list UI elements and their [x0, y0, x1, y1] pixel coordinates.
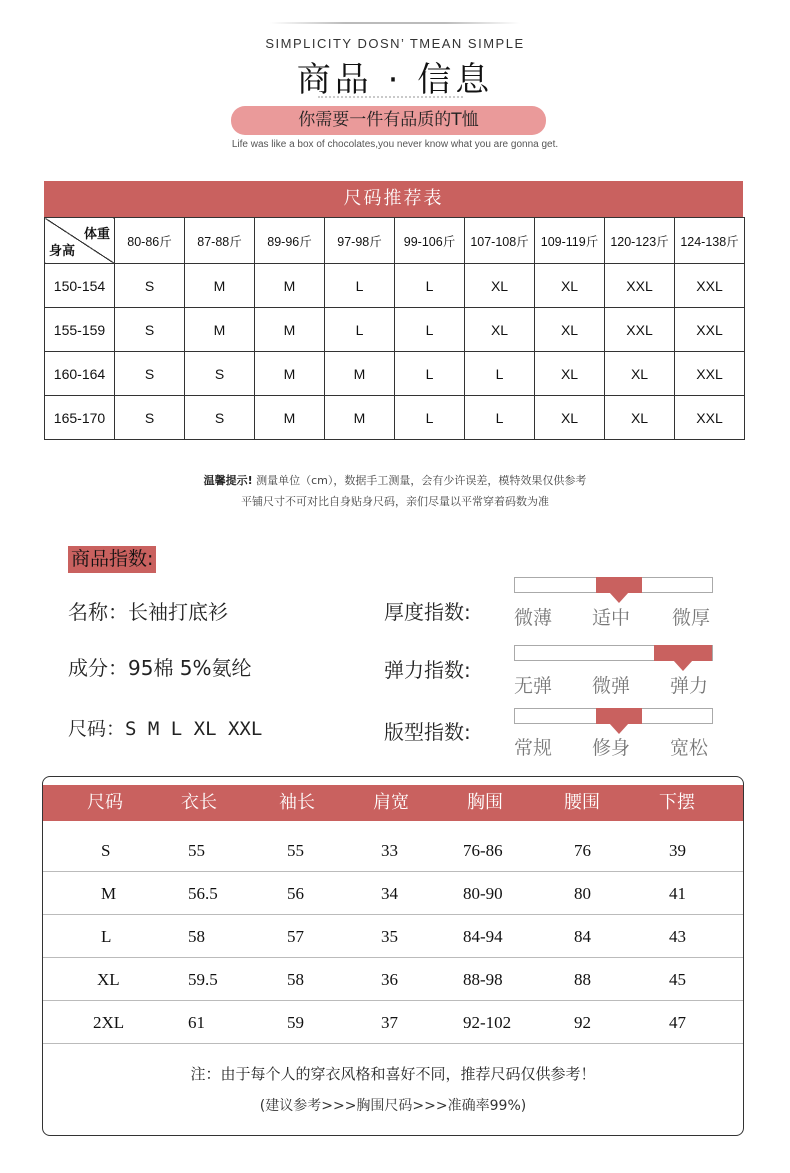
size-cell: M	[325, 352, 395, 396]
weight-header: 124-138斤	[675, 218, 745, 264]
weight-header: 107-108斤	[465, 218, 535, 264]
size-cell: L	[395, 352, 465, 396]
table-row	[43, 915, 743, 958]
page-title: 商品 · 信息	[296, 60, 494, 100]
size-cell: L	[465, 396, 535, 440]
product-name: 名称：长袖打底衫	[68, 600, 228, 624]
size-cell: S	[185, 396, 255, 440]
fit-option: 修身	[592, 737, 631, 759]
fit-option: 常规	[514, 737, 553, 759]
elasticity-meter	[514, 645, 713, 661]
length-value: 58	[188, 927, 205, 946]
corner-cell	[45, 218, 115, 264]
column-header: 尺码	[87, 792, 123, 813]
length-value: 59.5	[188, 970, 218, 989]
title-underline	[318, 96, 463, 101]
thickness-meter	[514, 577, 713, 593]
meter-fill	[596, 577, 642, 593]
size-cell: XXL	[675, 352, 745, 396]
size-cell: XL	[465, 308, 535, 352]
waist-value: 84	[574, 927, 591, 946]
english-title: SIMPLICITY DOSN’ TMEAN SIMPLE	[265, 36, 525, 51]
weight-axis-label: 体重	[83, 227, 110, 242]
column-header: 下摆	[659, 792, 695, 813]
size-cell: M	[255, 308, 325, 352]
weight-header: 89-96斤	[255, 218, 325, 264]
sleeve-value: 55	[287, 841, 304, 860]
table-row	[45, 308, 745, 352]
height-cell: 165-170	[45, 396, 115, 440]
table-row	[45, 396, 745, 440]
product-index-label: 商品指数:	[68, 546, 156, 573]
weight-header: 87-88斤	[185, 218, 255, 264]
column-header: 胸围	[467, 792, 503, 813]
height-cell: 155-159	[45, 308, 115, 352]
size-cell: L	[325, 264, 395, 308]
fit-index-label: 版型指数:	[384, 720, 471, 744]
size-cell: XXL	[675, 264, 745, 308]
column-header: 腰围	[564, 792, 600, 813]
weight-header: 99-106斤	[395, 218, 465, 264]
table-row	[43, 872, 743, 915]
size-cell: L	[395, 264, 465, 308]
size-cell: L	[325, 308, 395, 352]
shoulder-value: 33	[381, 841, 398, 860]
sleeve-value: 57	[287, 927, 304, 946]
product-sizes	[68, 714, 262, 741]
product-composition: 成分：95棉 5%氨纶	[68, 656, 252, 680]
thickness-option: 适中	[592, 607, 631, 629]
length-value: 61	[188, 1013, 205, 1032]
size-cell: M	[185, 308, 255, 352]
size-cell: XL	[605, 352, 675, 396]
chest-value: 76-86	[463, 841, 503, 860]
size-name: 2XL	[93, 1013, 125, 1032]
elasticity-option: 弹力	[670, 675, 709, 697]
waist-value: 80	[574, 884, 591, 903]
table-row	[43, 1001, 743, 1044]
sleeve-value: 56	[287, 884, 304, 903]
shoulder-value: 36	[381, 970, 398, 989]
waist-value: 76	[574, 841, 591, 860]
size-cell: XL	[535, 264, 605, 308]
meter-fill	[654, 645, 712, 661]
thickness-option: 微薄	[514, 607, 553, 629]
size-name: M	[101, 884, 117, 903]
height-axis-label: 身高	[49, 244, 76, 259]
size-name: L	[101, 927, 112, 946]
elasticity-index-label: 弹力指数:	[384, 658, 471, 682]
size-cell: S	[185, 352, 255, 396]
size-cell: L	[465, 352, 535, 396]
size-cell: XXL	[675, 308, 745, 352]
size-cell: XXL	[605, 308, 675, 352]
hem-value: 45	[669, 970, 686, 989]
weight-header: 80-86斤	[115, 218, 185, 264]
weight-header: 120-123斤	[605, 218, 675, 264]
table-row	[45, 352, 745, 396]
size-recommend-table	[44, 217, 745, 440]
table-row	[43, 958, 743, 1001]
size-cell: S	[115, 352, 185, 396]
meter-fill	[596, 708, 642, 724]
waist-value: 92	[574, 1013, 591, 1032]
shoulder-value: 34	[381, 884, 398, 903]
chest-value: 84-94	[463, 927, 503, 946]
size-cell: L	[395, 308, 465, 352]
size-cell: M	[185, 264, 255, 308]
size-cell: XL	[605, 396, 675, 440]
chest-value: 88-98	[463, 970, 503, 989]
size-cell: XL	[535, 396, 605, 440]
hem-value: 39	[669, 841, 686, 860]
weight-header-row	[45, 218, 745, 264]
column-header: 袖长	[279, 792, 315, 813]
sleeve-value: 58	[287, 970, 304, 989]
top-divider	[270, 22, 520, 24]
slogan-pill: 你需要一件有品质的T恤	[231, 106, 546, 135]
size-cell: L	[395, 396, 465, 440]
shoulder-value: 35	[381, 927, 398, 946]
size-cell: S	[115, 308, 185, 352]
tips-text-1: 测量单位（cm），数据手工测量，会有少许误差，模特效果仅供参考	[256, 474, 587, 487]
size-cell: XL	[535, 352, 605, 396]
tips-line-1	[0, 472, 790, 488]
table-row	[45, 264, 745, 308]
meter-arrow	[673, 660, 693, 671]
elasticity-option: 无弹	[514, 675, 553, 697]
sleeve-value: 59	[287, 1013, 304, 1032]
shoulder-value: 37	[381, 1013, 398, 1032]
size-cell: M	[255, 352, 325, 396]
size-cell: XL	[465, 264, 535, 308]
hem-value: 47	[669, 1013, 686, 1032]
length-value: 56.5	[188, 884, 218, 903]
fit-option: 宽松	[670, 737, 709, 759]
fit-meter	[514, 708, 713, 724]
size-cell: S	[115, 264, 185, 308]
size-cell: S	[115, 396, 185, 440]
size-advice: (建议参考>>>胸围尺码>>>准确率99%)	[259, 1098, 527, 1114]
size-name: S	[101, 841, 111, 860]
size-cell: M	[255, 396, 325, 440]
column-header: 衣长	[181, 792, 217, 813]
size-cell: M	[255, 264, 325, 308]
column-header: 肩宽	[373, 792, 409, 813]
hem-value: 43	[669, 927, 686, 946]
size-name: XL	[97, 970, 120, 989]
hem-value: 41	[669, 884, 686, 903]
size-detail-table	[42, 776, 744, 1136]
size-cell: M	[325, 396, 395, 440]
size-table-header	[43, 785, 743, 821]
chest-value: 92-102	[463, 1013, 512, 1032]
product-sizes-text: 尺码：S M L XL XXL	[68, 718, 263, 740]
tips-line-2: 平铺尺寸不可对比自身贴身尺码，亲们尽量以平常穿着码数为准	[241, 495, 549, 508]
size-note: 注：由于每个人的穿衣风格和喜好不同，推荐尺码仅供参考！	[190, 1065, 596, 1083]
tips-label: 温馨提示!	[203, 474, 253, 487]
size-cell: XL	[535, 308, 605, 352]
english-subtitle: Life was like a box of chocolates,you never know what you are gonna get.	[231, 139, 559, 150]
weight-header: 97-98斤	[325, 218, 395, 264]
height-cell: 160-164	[45, 352, 115, 396]
table-row	[43, 829, 743, 872]
size-recommend-title: 尺码推荐表	[44, 181, 743, 217]
size-cell: XXL	[675, 396, 745, 440]
height-cell: 150-154	[45, 264, 115, 308]
length-value: 55	[188, 841, 205, 860]
thickness-option: 微厚	[672, 607, 711, 629]
size-cell: XXL	[605, 264, 675, 308]
weight-header: 109-119斤	[535, 218, 605, 264]
meter-arrow	[609, 592, 629, 603]
elasticity-option: 微弹	[592, 675, 631, 697]
chest-value: 80-90	[463, 884, 503, 903]
waist-value: 88	[574, 970, 591, 989]
thickness-index-label: 厚度指数:	[384, 600, 471, 624]
